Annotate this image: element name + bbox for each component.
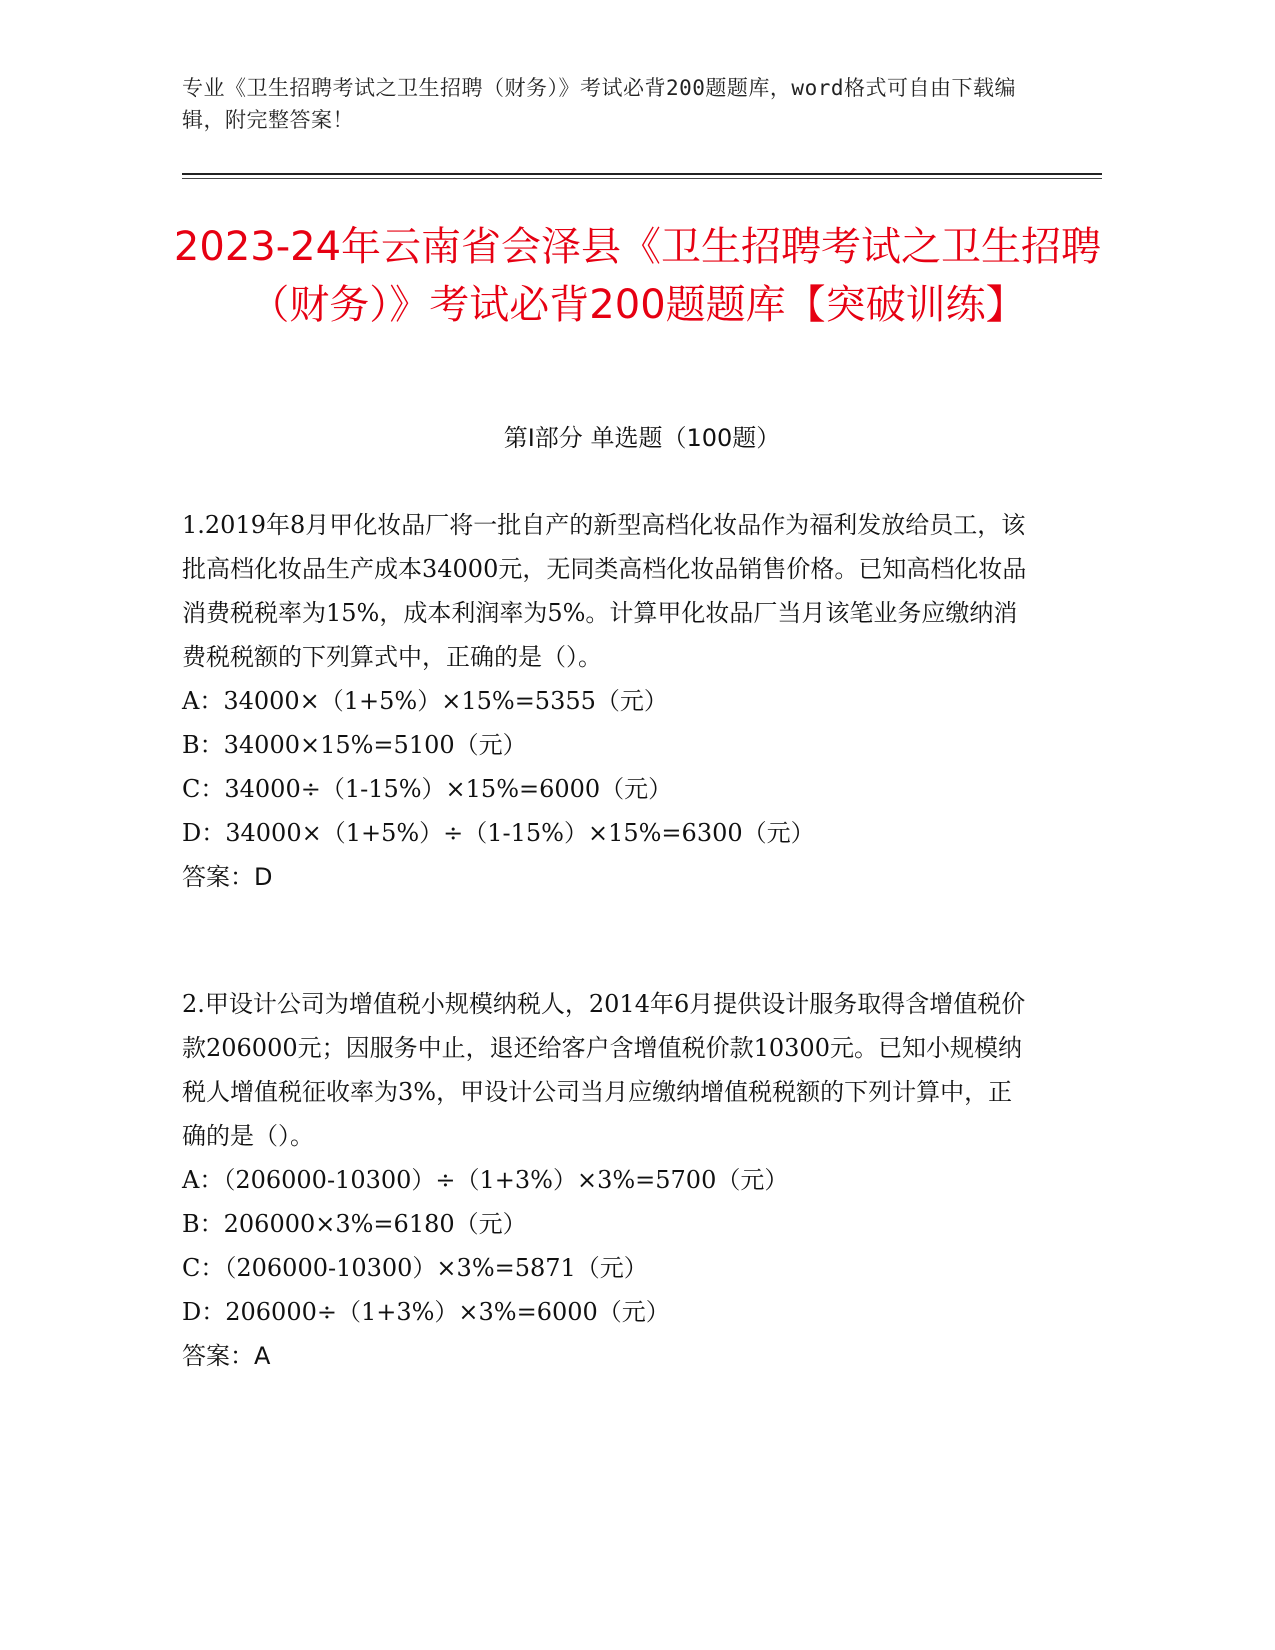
header-divider-thin bbox=[182, 178, 1102, 179]
answer: 答案：D bbox=[182, 863, 273, 891]
question-stem: 2.甲设计公司为增值税小规模纳税人，2014年6月提供设计服务取得含增值税价款206000元；因服务中止，退还给客户含增值税价款10300元。已知小规模纳税人增值税征收率为3%，甲设计公司当月应缴纳增值税税额的下列计算中，正确的是（）。 bbox=[182, 990, 1026, 1150]
header-divider-thick bbox=[182, 173, 1102, 175]
option-a: A：（206000-10300）÷（1+3%）×3%=5700（元） bbox=[182, 1166, 789, 1194]
option-d: D：206000÷（1+3%）×3%=6000（元） bbox=[182, 1298, 670, 1326]
section-heading: 第I部分 单选题（100题） bbox=[503, 424, 781, 452]
option-c: C：34000÷（1-15%）×15%=6000（元） bbox=[182, 775, 673, 803]
option-c: C：（206000-10300）×3%=5871（元） bbox=[182, 1254, 648, 1282]
option-d: D：34000×（1+5%）÷（1-15%）×15%=6300（元） bbox=[182, 819, 815, 847]
option-b: B：206000×3%=6180（元） bbox=[182, 1210, 527, 1238]
document-title: 2023-24年云南省会泽县《卫生招聘考试之卫生招聘（财务）》考试必背200题题库【突破训练】 bbox=[173, 224, 1102, 328]
question-2 bbox=[182, 982, 1032, 1378]
question-stem: 1.2019年8月甲化妆品厂将一批自产的新型高档化妆品作为福利发放给员工，该批高档化妆品生产成本34000元，无同类高档化妆品销售价格。已知高档化妆品消费税税率为15%，成本利润率为5%。计算甲化妆品厂当月该笔业务应缴纳消费税税额的下列算式中，正确的是（）。 bbox=[182, 511, 1027, 671]
question-1 bbox=[182, 503, 1032, 899]
option-a: A：34000×（1+5%）×15%=5355（元） bbox=[182, 687, 668, 715]
answer: 答案：A bbox=[182, 1342, 271, 1370]
option-b: B：34000×15%=5100（元） bbox=[182, 731, 527, 759]
header-note: 专业《卫生招聘考试之卫生招聘（财务）》考试必背200题题库，word格式可自由下载编辑，附完整答案！ bbox=[182, 76, 1016, 132]
